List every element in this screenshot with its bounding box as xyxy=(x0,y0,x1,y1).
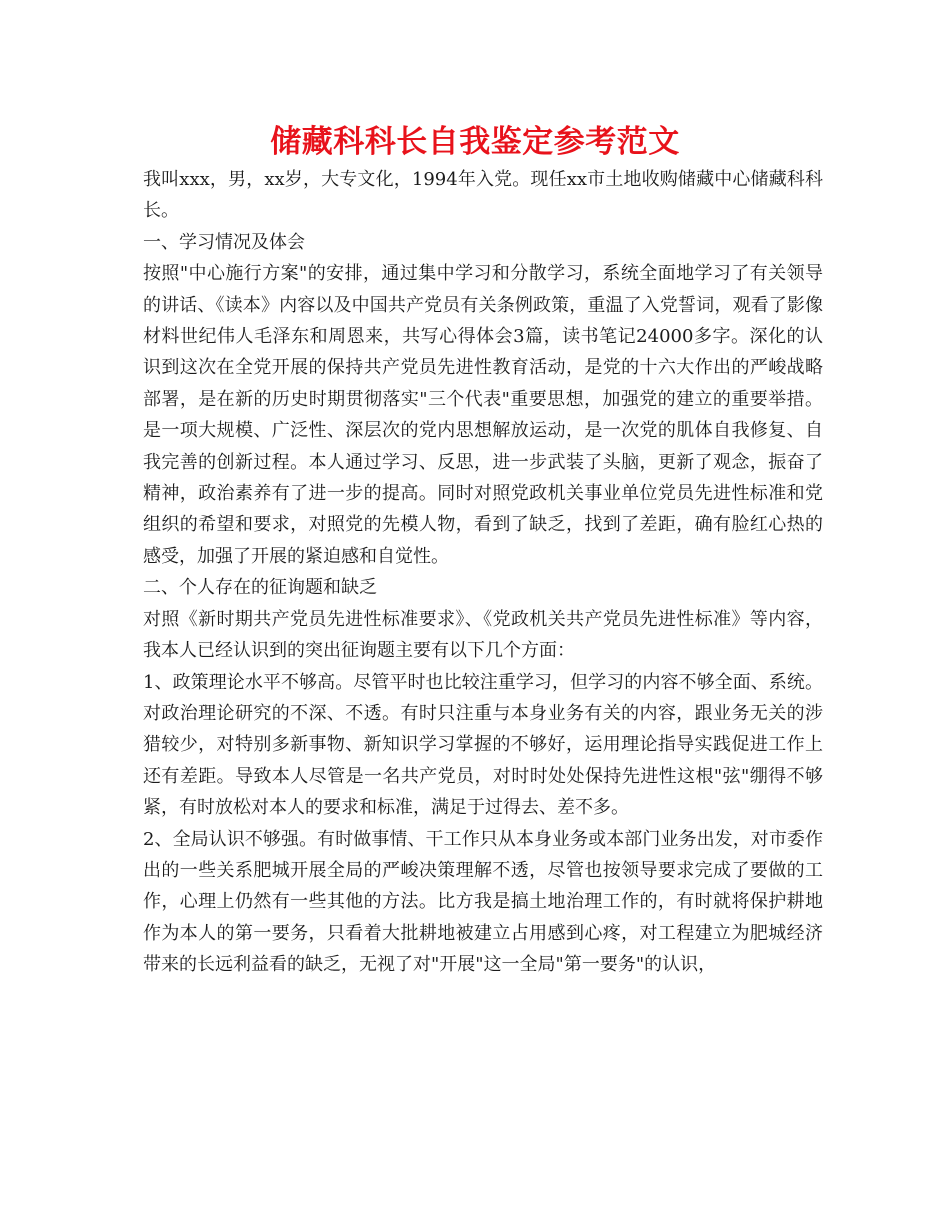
document-title: 储藏科科长自我鉴定参考范文 xyxy=(270,124,680,160)
problems-intro-paragraph: 对照《新时期共产党员先进性标准要求》、《党政机关共产党员先进性标准》等内容，我本人已经认识到的突出征询题主要有以下几个方面： xyxy=(143,608,823,662)
problem-item-1: 1、政策理论水平不够高。尽管平时也比较注重学习，但学习的内容不够全面、系统。对政治理论研究的不深、不透。有时只注重与本身业务有关的内容，跟业务无关的涉猎较少，对特别多新事物、新知识学习掌握的不够好，运用理论指导实践促进工作上还有差距。导致本人尽管是一名共产党员，对时时处处保持先进性这根"弦"绷得不够紧，有时放松对本人的要求和标准，满足于过得去、差不多。 xyxy=(143,671,823,819)
problem-item-2: 2、全局认识不够强。有时做事情、干工作只从本身业务或本部门业务出发，对市委作出的一些关系肥城开展全局的严峻决策理解不透，尽管也按领导要求完成了要做的工作，心理上仍然有一些其他的方法。比方我是搞土地治理工作的，有时就将保护耕地作为本人的第一要务，只看着大批耕地被建立占用感到心疼，对工程建立为肥城经济带来的长远利益看的缺乏，无视了对"开展"这一全局"第一要务"的认识， xyxy=(143,828,823,976)
section-heading-problems: 二、个人存在的征询题和缺乏 xyxy=(143,577,377,599)
document-body xyxy=(143,164,823,981)
section-heading-study: 一、学习情况及体会 xyxy=(143,231,305,253)
intro-paragraph: 我叫xxx，男，xx岁，大专文化，1994年入党。现任xx市土地收购储藏中心储藏科科长。 xyxy=(143,169,823,222)
study-paragraph: 按照"中心施行方案"的安排，通过集中学习和分散学习，系统全面地学习了有关领导的讲话、《读本》内容以及中国共产党员有关条例政策，重温了入党誓词，观看了影像材料世纪伟人毛泽东和周恩来，共写心得体会3篇，读书笔记24000多字。深化的认识到这次在全党开展的保持共产党员先进性教育活动，是党的十六大作出的严峻战略部署，是在新的历史时期贯彻落实"三个代表"重要思想，加强党的建立的重要举措。是一项大规模、广泛性、深层次的党内思想解放运动，是一次党的肌体自我修复、自我完善的创新过程。本人通过学习、反思，进一步武装了头脑，更新了观念，振奋了精神，政治素养有了进一步的提高。同时对照党政机关事业单位党员先进性标准和党组织的希望和要求，对照党的先模人物，看到了缺乏，找到了差距，确有脸红心热的感受，加强了开展的紧迫感和自觉性。 xyxy=(143,263,823,567)
